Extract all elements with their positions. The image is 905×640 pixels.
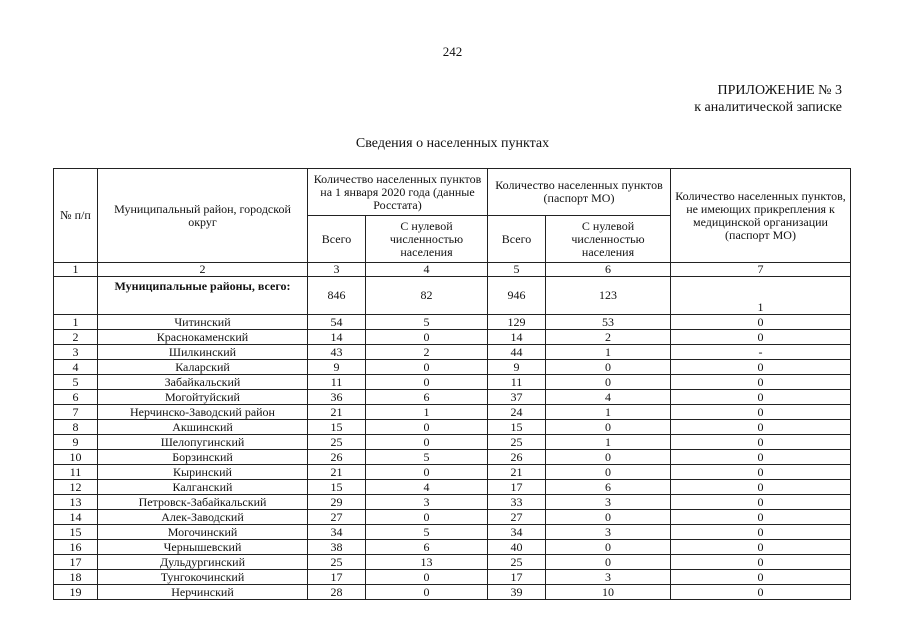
rosstat-total: 29 [308, 495, 366, 510]
passport-zero: 1 [546, 405, 671, 420]
no-med-count: 0 [671, 435, 851, 450]
district-name: Калганский [98, 480, 308, 495]
passport-zero: 3 [546, 525, 671, 540]
district-name: Шилкинский [98, 345, 308, 360]
rosstat-zero: 13 [366, 555, 488, 570]
header-rosstat-total: Всего [308, 216, 366, 263]
row-number: 9 [54, 435, 98, 450]
passport-zero: 0 [546, 360, 671, 375]
row-number: 11 [54, 465, 98, 480]
table-row [54, 435, 851, 450]
rosstat-zero: 0 [366, 420, 488, 435]
passport-total: 25 [488, 435, 546, 450]
passport-total: 17 [488, 480, 546, 495]
table-row [54, 525, 851, 540]
no-med-count: - [671, 345, 851, 360]
appendix-title: ПРИЛОЖЕНИЕ № 3 [717, 83, 842, 98]
passport-zero: 0 [546, 510, 671, 525]
total-row [54, 277, 851, 315]
rosstat-total: 28 [308, 585, 366, 600]
total-rosstat-total: 846 [308, 277, 366, 315]
passport-zero: 6 [546, 480, 671, 495]
passport-total: 15 [488, 420, 546, 435]
rosstat-total: 21 [308, 465, 366, 480]
passport-zero: 0 [546, 555, 671, 570]
row-number: 7 [54, 405, 98, 420]
no-med-count: 0 [671, 570, 851, 585]
rosstat-total: 11 [308, 375, 366, 390]
table-row [54, 375, 851, 390]
rosstat-zero: 0 [366, 510, 488, 525]
row-number: 15 [54, 525, 98, 540]
rosstat-total: 21 [308, 405, 366, 420]
total-passport-zero: 123 [546, 277, 671, 315]
passport-total: 33 [488, 495, 546, 510]
no-med-count: 0 [671, 450, 851, 465]
passport-total: 14 [488, 330, 546, 345]
passport-total: 44 [488, 345, 546, 360]
passport-zero: 0 [546, 540, 671, 555]
rosstat-total: 17 [308, 570, 366, 585]
rosstat-total: 25 [308, 555, 366, 570]
table-row [54, 345, 851, 360]
no-med-count: 0 [671, 465, 851, 480]
row-number: 19 [54, 585, 98, 600]
table-row [54, 465, 851, 480]
passport-total: 40 [488, 540, 546, 555]
table-row [54, 480, 851, 495]
rosstat-total: 34 [308, 525, 366, 540]
district-name: Борзинский [98, 450, 308, 465]
column-number: 4 [366, 263, 488, 277]
header-passport-zero: С нулевой численностью населения [546, 216, 671, 263]
column-number: 1 [54, 263, 98, 277]
no-med-count: 0 [671, 420, 851, 435]
table-row [54, 510, 851, 525]
passport-zero: 3 [546, 570, 671, 585]
column-number-row [54, 263, 851, 277]
table-row [54, 405, 851, 420]
row-number: 17 [54, 555, 98, 570]
header-district: Муниципальный район, городской округ [98, 169, 308, 263]
rosstat-zero: 2 [366, 345, 488, 360]
passport-zero: 1 [546, 345, 671, 360]
rosstat-total: 15 [308, 420, 366, 435]
rosstat-total: 9 [308, 360, 366, 375]
rosstat-zero: 1 [366, 405, 488, 420]
district-name: Краснокаменский [98, 330, 308, 345]
table-row [54, 585, 851, 600]
appendix-header [694, 82, 842, 116]
rosstat-total: 38 [308, 540, 366, 555]
header-rosstat-zero: С нулевой численностью населения [366, 216, 488, 263]
header-rosstat-group: Количество населенных пунктов на 1 января 2020 года (данные Росстата) [308, 169, 488, 216]
header-no-med: Количество населенных пунктов, не имеющих прикрепления к медицинской организации (паспорт МО) [671, 169, 851, 263]
rosstat-zero: 5 [366, 450, 488, 465]
table-body [54, 315, 851, 600]
rosstat-total: 36 [308, 390, 366, 405]
passport-zero: 2 [546, 330, 671, 345]
passport-total: 27 [488, 510, 546, 525]
header-num: № п/п [54, 169, 98, 263]
rosstat-zero: 3 [366, 495, 488, 510]
settlements-table [53, 168, 851, 600]
appendix-subtitle: к аналитической записке [694, 100, 842, 115]
passport-total: 129 [488, 315, 546, 330]
rosstat-total: 54 [308, 315, 366, 330]
passport-total: 26 [488, 450, 546, 465]
passport-zero: 3 [546, 495, 671, 510]
rosstat-zero: 6 [366, 390, 488, 405]
district-name: Дульдургинский [98, 555, 308, 570]
column-number: 3 [308, 263, 366, 277]
row-number: 18 [54, 570, 98, 585]
no-med-count: 0 [671, 540, 851, 555]
rosstat-zero: 0 [366, 585, 488, 600]
no-med-count: 0 [671, 405, 851, 420]
passport-zero: 0 [546, 420, 671, 435]
district-name: Акшинский [98, 420, 308, 435]
row-number: 16 [54, 540, 98, 555]
passport-zero: 1 [546, 435, 671, 450]
document-title: Сведения о населенных пунктах [355, 136, 550, 151]
passport-zero: 53 [546, 315, 671, 330]
district-name: Могочинский [98, 525, 308, 540]
table-row [54, 570, 851, 585]
rosstat-zero: 0 [366, 375, 488, 390]
no-med-count: 0 [671, 585, 851, 600]
passport-zero: 0 [546, 450, 671, 465]
no-med-count: 0 [671, 360, 851, 375]
table-row [54, 555, 851, 570]
district-name: Каларский [98, 360, 308, 375]
passport-zero: 10 [546, 585, 671, 600]
total-no-med: 1 [671, 277, 851, 315]
total-label: Муниципальные районы, всего: [98, 277, 308, 315]
passport-total: 11 [488, 375, 546, 390]
rosstat-zero: 0 [366, 330, 488, 345]
page-number: 242 [442, 44, 463, 59]
rosstat-zero: 0 [366, 360, 488, 375]
district-name: Петровск-Забайкальский [98, 495, 308, 510]
rosstat-total: 26 [308, 450, 366, 465]
passport-zero: 0 [546, 465, 671, 480]
no-med-count: 0 [671, 495, 851, 510]
no-med-count: 0 [671, 375, 851, 390]
rosstat-zero: 0 [366, 465, 488, 480]
district-name: Алек-Заводский [98, 510, 308, 525]
header-passport-group: Количество населенных пунктов (паспорт МО) [488, 169, 671, 216]
rosstat-total: 25 [308, 435, 366, 450]
row-number: 12 [54, 480, 98, 495]
passport-zero: 0 [546, 375, 671, 390]
district-name: Нерчинско-Заводский район [98, 405, 308, 420]
district-name: Читинский [98, 315, 308, 330]
header-passport-total: Всего [488, 216, 546, 263]
table-row [54, 360, 851, 375]
district-name: Нерчинский [98, 585, 308, 600]
district-name: Тунгокочинский [98, 570, 308, 585]
rosstat-zero: 5 [366, 525, 488, 540]
no-med-count: 0 [671, 525, 851, 540]
no-med-count: 0 [671, 315, 851, 330]
no-med-count: 0 [671, 330, 851, 345]
table-row [54, 420, 851, 435]
passport-total: 25 [488, 555, 546, 570]
passport-total: 9 [488, 360, 546, 375]
passport-total: 21 [488, 465, 546, 480]
table-row [54, 495, 851, 510]
row-number: 4 [54, 360, 98, 375]
rosstat-zero: 0 [366, 570, 488, 585]
no-med-count: 0 [671, 555, 851, 570]
no-med-count: 0 [671, 480, 851, 495]
column-number: 5 [488, 263, 546, 277]
table-row [54, 330, 851, 345]
table-row [54, 315, 851, 330]
column-number: 2 [98, 263, 308, 277]
total-passport-total: 946 [488, 277, 546, 315]
passport-total: 39 [488, 585, 546, 600]
passport-total: 17 [488, 570, 546, 585]
table-row [54, 450, 851, 465]
row-number: 13 [54, 495, 98, 510]
table-row [54, 390, 851, 405]
row-number: 6 [54, 390, 98, 405]
rosstat-zero: 5 [366, 315, 488, 330]
rosstat-zero: 6 [366, 540, 488, 555]
column-number: 6 [546, 263, 671, 277]
rosstat-total: 15 [308, 480, 366, 495]
passport-total: 34 [488, 525, 546, 540]
rosstat-total: 43 [308, 345, 366, 360]
row-number: 5 [54, 375, 98, 390]
row-number: 3 [54, 345, 98, 360]
rosstat-zero: 0 [366, 435, 488, 450]
no-med-count: 0 [671, 390, 851, 405]
row-number: 14 [54, 510, 98, 525]
row-number: 2 [54, 330, 98, 345]
district-name: Могойтуйский [98, 390, 308, 405]
rosstat-total: 14 [308, 330, 366, 345]
row-number: 1 [54, 315, 98, 330]
rosstat-total: 27 [308, 510, 366, 525]
total-rosstat-zero: 82 [366, 277, 488, 315]
passport-zero: 4 [546, 390, 671, 405]
passport-total: 37 [488, 390, 546, 405]
rosstat-zero: 4 [366, 480, 488, 495]
district-name: Забайкальский [98, 375, 308, 390]
no-med-count: 0 [671, 510, 851, 525]
column-number: 7 [671, 263, 851, 277]
district-name: Кыринский [98, 465, 308, 480]
row-number: 10 [54, 450, 98, 465]
row-number: 8 [54, 420, 98, 435]
passport-total: 24 [488, 405, 546, 420]
district-name: Шелопугинский [98, 435, 308, 450]
district-name: Чернышевский [98, 540, 308, 555]
total-num-cell [54, 277, 98, 315]
table-row [54, 540, 851, 555]
